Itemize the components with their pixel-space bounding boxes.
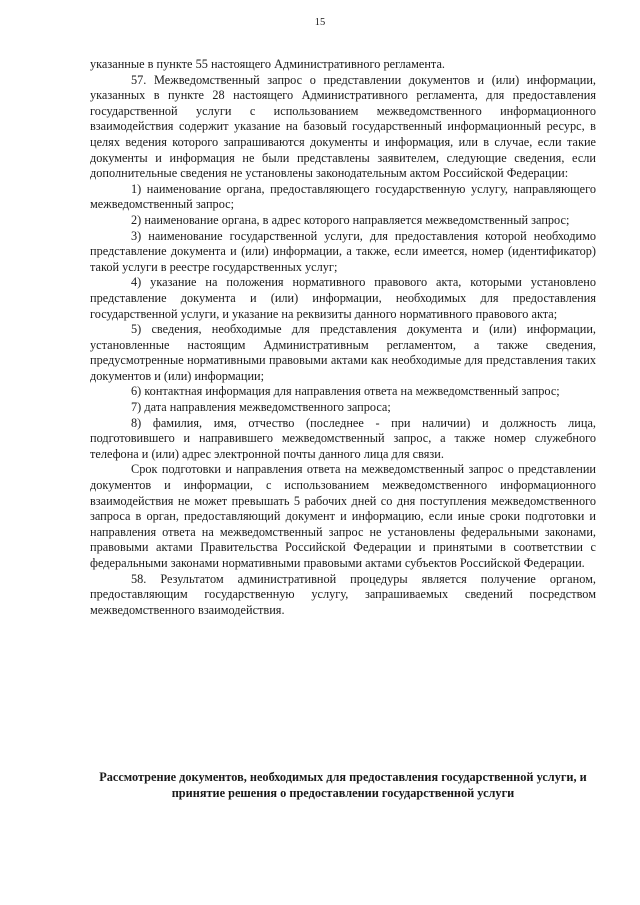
page-number: 15 bbox=[314, 17, 326, 28]
paragraph: 6) контактная информация для направления ответа на межведомственный запрос; bbox=[131, 384, 560, 399]
paragraph: 3) наименование государственной услуги, для предоставления которой необходимо представление документа и (или) информации, а также, если имеется, номер (идентификатор) такой услуги в реестре государственных услуг; bbox=[90, 228, 596, 274]
paragraph: 5) сведения, необходимые для представления документа и (или) информации, установленные настоящим Административным регламентом, а также сведения, предусмотренные нормативными правовыми актами как необходимые для представления таких документов и (или) информации; bbox=[90, 322, 596, 383]
paragraph: 58. Результатом административной процедуры является получение органом, предоставляющим государственную услугу, запрашиваемых сведений посредством межведомственного взаимодействия. bbox=[90, 571, 596, 617]
section-heading: Рассмотрение документов, необходимых для предоставления государственной услуги, и принятие решения о предоставлении государственной услуги bbox=[99, 770, 587, 800]
paragraph: Срок подготовки и направления ответа на межведомственный запрос о представлении документов и информации, с использованием межведомственного информационного взаимодействия не может превышать 5 рабочих дней со дня поступления межведомственного запроса в орган, предоставляющий документ и информацию, если иные сроки подготовки и направления ответа на межведомственный запрос не установлены федеральными законами, правовыми актами Правительства Российской Федерации и принятыми в соответствии с федеральными законами нормативными правовыми актами субъектов Российской Федерации. bbox=[90, 462, 596, 570]
paragraph: 2) наименование органа, в адрес которого направляется межведомственный запрос; bbox=[131, 212, 570, 227]
paragraph: 57. Межведомственный запрос о представлении документов и (или) информации, указанных в пункте 28 настоящего Административного регламента, для предоставления государственной услуги с использованием межведомственного информационного взаимодействия содержит указание на базовый государственный информационный ресурс, в целях ведения которого запрашиваются документы и информация, или в случае, если такие документы и информация не были представлены заявителем, следующие сведения, если дополнительные сведения не установлены законодательным актом Российской Федерации: bbox=[90, 72, 596, 181]
paragraph: 8) фамилия, имя, отчество (последнее - при наличии) и должность лица, подготовившего и направившего межведомственный запрос, а также номер служебного телефона и (или) адрес электронной почты данного лица для связи. bbox=[90, 415, 596, 461]
paragraph: 4) указание на положения нормативного правового акта, которыми установлено представление документа и (или) информации, необходимых для предоставления государственной услуги, и указание на реквизиты данного нормативного правового акта; bbox=[90, 275, 596, 321]
paragraph: 7) дата направления межведомственного запроса; bbox=[131, 400, 391, 415]
document-body bbox=[90, 57, 596, 618]
paragraph: указанные в пункте 55 настоящего Административного регламента. bbox=[90, 57, 445, 71]
paragraph: 1) наименование органа, предоставляющего государственную услугу, направляющего межведомственный запрос; bbox=[90, 181, 596, 212]
